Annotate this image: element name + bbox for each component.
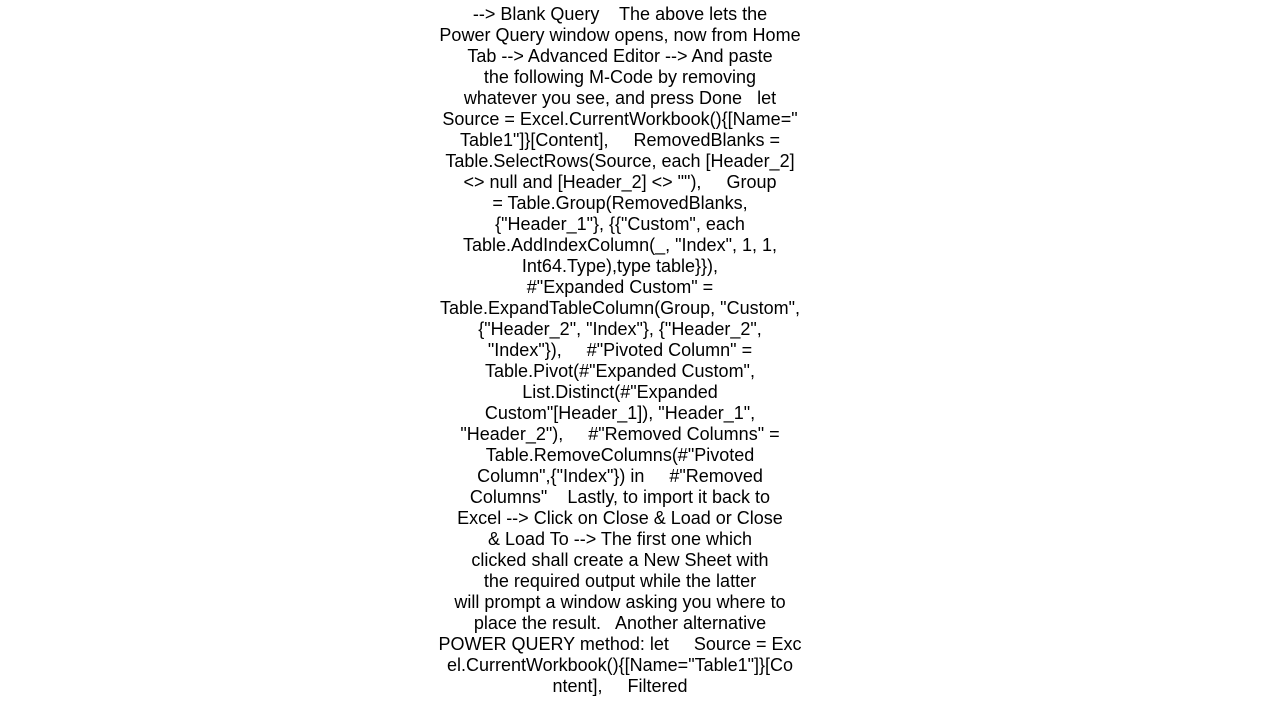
text-line: whatever you see, and press Done let <box>463 88 777 108</box>
text-line: = Table.Group(RemovedBlanks, <box>492 193 748 213</box>
text-line: {"Header_1"}, {{"Custom", each <box>495 214 745 234</box>
text-line: Table1"]}[Content], RemovedBlanks = <box>459 130 781 150</box>
text-line: Columns" Lastly, to import it back to <box>469 487 771 507</box>
document-text-column <box>436 4 804 697</box>
text-line: Excel --> Click on Close & Load or Close <box>457 508 783 528</box>
text-line: List.Distinct(#"Expanded <box>522 382 718 402</box>
text-line: Column",{"Index"}) in #"Removed <box>477 466 763 486</box>
text-line: --> Blank Query The above lets the <box>472 4 768 24</box>
text-line: Table.RemoveColumns(#"Pivoted <box>485 445 755 465</box>
text-line: {"Header_2", "Index"}, {"Header_2", <box>478 319 762 339</box>
text-line: Table.Pivot(#"Expanded Custom", <box>485 361 755 381</box>
text-line: will prompt a window asking you where to <box>454 592 786 612</box>
text-line: Table.AddIndexColumn(_, "Index", 1, 1, <box>463 235 777 255</box>
text-line: & Load To --> The first one which <box>488 529 752 549</box>
text-line: "Header_2"), #"Removed Columns" = <box>460 424 780 444</box>
text-line: Int64.Type),type table}}), <box>521 256 719 276</box>
text-line: #"Expanded Custom" = <box>526 277 714 297</box>
text-line: Table.SelectRows(Source, each [Header_2] <box>445 151 795 171</box>
text-line: place the result. Another alternative <box>473 613 767 633</box>
text-line: clicked shall create a New Sheet with <box>471 550 769 570</box>
text-line: Table.ExpandTableColumn(Group, "Custom", <box>440 298 800 318</box>
text-line: Power Query window opens, now from Home <box>439 25 801 45</box>
text-line: "Index"}), #"Pivoted Column" = <box>487 340 753 360</box>
text-line: Tab --> Advanced Editor --> And paste <box>467 46 773 66</box>
text-line: Custom"[Header_1]), "Header_1", <box>484 403 756 423</box>
text-line: ntent], Filtered <box>552 676 688 696</box>
text-line: Source = Excel.CurrentWorkbook(){[Name=" <box>442 109 798 129</box>
text-line: <> null and [Header_2] <> ""), Group <box>463 172 777 192</box>
text-line: el.CurrentWorkbook(){[Name="Table1"]}[Co <box>446 655 794 675</box>
text-line: the following M-Code by removing <box>483 67 757 87</box>
text-line: POWER QUERY method: let Source = Exc <box>438 634 802 654</box>
text-line: the required output while the latter <box>483 571 757 591</box>
